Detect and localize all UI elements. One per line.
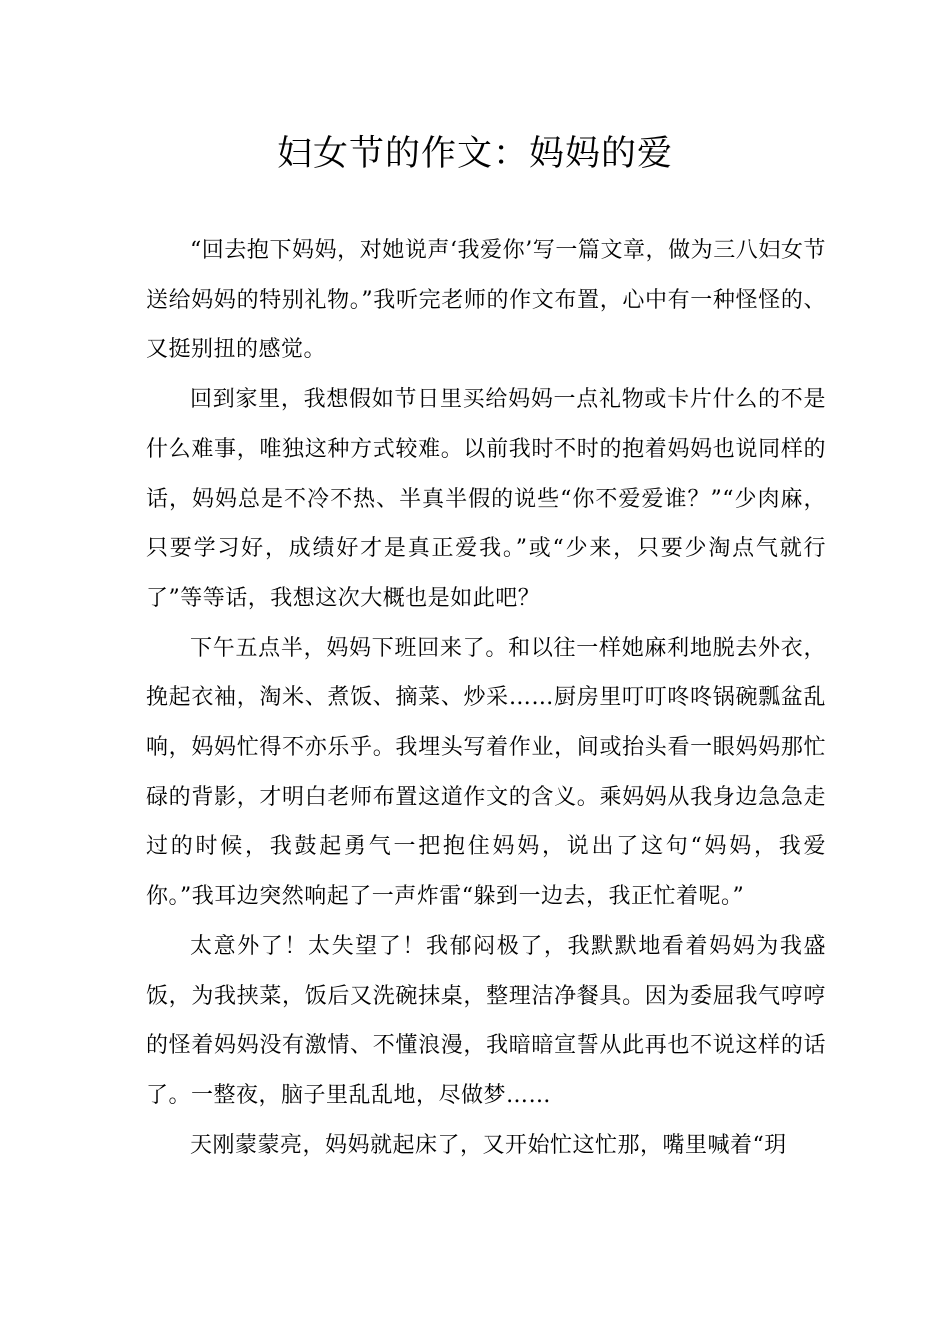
paragraph: 天刚蒙蒙亮，妈妈就起床了，又开始忙这忙那，嘴里喊着“玥 xyxy=(190,1132,787,1158)
paragraph: 下午五点半，妈妈下班回来了。和以往一样她麻利地脱去外衣，挽起衣袖，淘米、煮饭、摘菜、炒采……厨房里叮叮咚咚锅碗瓢盆乱响，妈妈忙得不亦乐乎。我埋头写着作业，间或抬头看一眼妈妈那忙碌的背影，才明白老师布置这道作文的含义。乘妈妈从我身边急急走过的时候，我鼓起勇气一把抱住妈妈，说出了这句“妈妈，我爱你。”我耳边突然响起了一声炸雷“躲到一边去，我正忙着呢。” xyxy=(146,635,826,910)
paragraph: 回到家里，我想假如节日里买给妈妈一点礼物或卡片什么的不是什么难事，唯独这种方式较难。以前我时不时的抱着妈妈也说同样的话，妈妈总是不冷不热、半真半假的说些“你不爱爱谁？”“少肉麻，只要学习好，成绩好才是真正爱我。”或“少来，只要少淘点气就行了”等等话，我想这次大概也是如此吧？ xyxy=(146,387,826,611)
paragraph: 太意外了！太失望了！我郁闷极了，我默默地看着妈妈为我盛饭，为我挟菜，饭后又洗碗抹桌，整理洁净餐具。因为委屈我气哼哼的怪着妈妈没有激情、不懂浪漫，我暗暗宣誓从此再也不说这样的话了。一整夜，脑子里乱乱地，尽做梦…… xyxy=(146,933,826,1108)
paragraph: “回去抱下妈妈，对她说声‘我爱你’写一篇文章，做为三八妇女节送给妈妈的特别礼物。”我听完老师的作文布置，心中有一种怪怪的、又挺别扭的感觉。 xyxy=(146,238,826,363)
article-body xyxy=(146,226,826,1170)
page-title: 妇女节的作文：妈妈的爱 xyxy=(276,134,673,174)
